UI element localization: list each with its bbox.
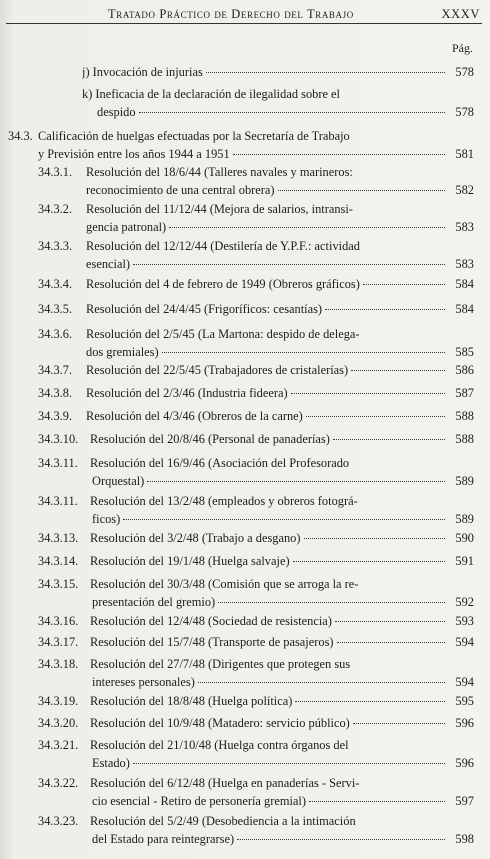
toc-entry-number: 34.3.22.: [38, 776, 79, 790]
toc-entry-number: 34.3.15.: [38, 577, 79, 591]
toc-entry-title: Orquestal): [92, 473, 145, 488]
dot-leader: [291, 392, 445, 394]
toc-entry-page: 593: [455, 614, 474, 628]
dot-leader: [337, 641, 445, 643]
toc-entry-title: Resolución del 19/1/48 (Huelga salvaje): [90, 554, 290, 568]
toc-entry: [38, 385, 474, 403]
toc-entry-page: 588: [455, 432, 474, 446]
toc-entry-page: 583: [455, 219, 474, 234]
dot-leader: [237, 838, 445, 840]
toc-entry: [38, 775, 474, 810]
dot-leader: [218, 601, 445, 603]
toc-entry-page: 584: [455, 302, 474, 316]
dot-leader: [147, 480, 445, 482]
toc-entry-page: 589: [455, 511, 474, 526]
dot-leader: [162, 351, 445, 353]
toc-entry-number: 34.3.11.: [38, 494, 78, 508]
toc-entry-page: 594: [455, 674, 474, 689]
toc-entry-number: 34.3.8.: [38, 386, 73, 400]
toc-entry-title: Resolución del 6/12/48 (Huelga en panaderías - Servi-: [90, 776, 360, 790]
toc-entry-title: Resolución del 10/9/48 (Matadero: servicio público): [90, 716, 350, 730]
toc-entry-number: 34.3.13.: [38, 531, 79, 545]
toc-entry-title: Resolución del 5/2/49 (Desobediencia a la intimación: [90, 814, 356, 828]
toc-entry-title: Resolución del 30/3/48 (Comisión que se arroga la re-: [90, 577, 359, 591]
toc-entry-page: 598: [455, 831, 474, 846]
toc-entry-title: y Previsión entre los años 1944 a 1951: [38, 146, 230, 161]
toc-entry-number: 34.3.: [8, 129, 33, 143]
toc-entry-title: reconocimiento de una central obrera): [86, 182, 275, 197]
dot-leader: [133, 263, 445, 265]
toc-entry-title: esencial): [86, 256, 131, 271]
toc-entry-number: 34.3.21.: [38, 738, 79, 752]
toc-entry-page: 596: [455, 755, 474, 770]
page-column-label: Pág.: [452, 41, 473, 55]
toc-entry-page: 586: [455, 363, 474, 377]
toc-entry-page: 587: [455, 386, 474, 400]
toc-entry-title: Resolución del 18/6/44 (Talleres navales y marineros:: [86, 165, 353, 179]
toc-entry-title: gencia patronal): [86, 219, 167, 234]
dot-leader: [198, 681, 445, 683]
toc-entry-number: 34.3.1.: [38, 165, 73, 179]
toc-entry-number: 34.3.14.: [38, 554, 79, 568]
toc-entry-number: 34.3.5.: [38, 302, 73, 316]
toc-entry-page: 581: [455, 146, 474, 161]
toc-entry: [38, 634, 474, 652]
toc-entry-title: Resolución del 2/3/46 (Industria fideera): [86, 386, 288, 400]
toc-entry-page: 592: [455, 594, 474, 609]
toc-entry: [38, 693, 474, 711]
toc-entry-page: 591: [455, 554, 474, 568]
dot-leader: [169, 226, 445, 228]
toc-entry-number: 34.3.2.: [38, 202, 73, 216]
toc-entry-title: Resolución del 24/4/45 (Frigoríficos: cesantías): [86, 302, 323, 316]
toc-entry-page: 596: [455, 716, 474, 730]
toc-entry-title: ficos): [92, 511, 121, 526]
toc-entry-title: del Estado para reintegrarse): [92, 831, 235, 846]
toc-entry-number: 34.3.6.: [38, 327, 73, 341]
toc-entry: [8, 128, 474, 163]
toc-entry-number: 34.3.19.: [38, 694, 79, 708]
toc-entry-page: 578: [455, 65, 474, 79]
toc-entry: [38, 813, 474, 848]
dot-leader: [351, 369, 445, 371]
dot-leader: [133, 762, 445, 764]
toc-entry: [38, 737, 474, 772]
running-head-page-number: XXXV: [441, 7, 480, 21]
toc-entry-page: 597: [455, 793, 474, 808]
dot-leader: [293, 560, 445, 562]
toc-entry-title: Resolución del 4 de febrero de 1949 (Obreros gráficos): [86, 277, 360, 291]
toc-entry: [38, 362, 474, 380]
toc-entry: [38, 553, 474, 571]
toc-entry-title: k) Ineficacia de la declaración de ilegalidad sobre el: [82, 87, 340, 101]
dot-leader: [295, 700, 445, 702]
dot-leader: [278, 189, 445, 191]
toc-entry-title: dos gremiales): [86, 344, 159, 359]
dot-leader: [139, 111, 445, 113]
toc-entry-title: Resolución del 3/2/48 (Trabajo a desgano): [90, 531, 301, 545]
toc-entry-title: Resolución del 21/10/48 (Huelga contra órganos del: [90, 738, 349, 752]
toc-entry-page: 582: [455, 182, 474, 197]
toc-entry-page: 585: [455, 344, 474, 359]
toc-entry: [38, 493, 474, 528]
running-head-title: Tratado Práctico de Derecho del Trabajo: [108, 7, 354, 21]
toc-entry-page: 583: [455, 256, 474, 271]
toc-entry: [38, 326, 474, 361]
toc-entry-title: Resolución del 12/12/44 (Destilería de Y.P.F.: actividad: [86, 239, 360, 253]
toc-entry: [38, 455, 474, 490]
toc-entry: [38, 408, 474, 426]
toc-entry-title: Resolución del 13/2/48 (empleados y obreros fotográ-: [90, 494, 358, 508]
toc-entry: [82, 64, 474, 82]
toc-entry-title: Resolución del 2/5/45 (La Martona: despido de delega-: [86, 327, 360, 341]
toc-entry-number: 34.3.20.: [38, 716, 79, 730]
toc-entry-number: 34.3.7.: [38, 363, 73, 377]
toc-entry-number: 34.3.18.: [38, 657, 79, 671]
dot-leader: [335, 620, 445, 622]
toc-entry-page: 590: [455, 531, 474, 545]
dot-leader: [353, 722, 445, 724]
toc-entry: [38, 613, 474, 631]
toc-entry-number: 34.3.3.: [38, 239, 73, 253]
toc-entry: [38, 301, 474, 319]
toc-entry: [38, 656, 474, 691]
toc-entry-number: 34.3.23.: [38, 814, 79, 828]
toc-entry: [38, 530, 474, 548]
toc-entry: [82, 86, 474, 121]
dot-leader: [325, 308, 445, 310]
dot-leader: [123, 518, 445, 520]
toc-entry-title: Estado): [92, 755, 130, 770]
toc-entry-page: 595: [455, 694, 474, 708]
toc-entry: [38, 238, 474, 273]
toc-entry-title: presentación del gremio): [92, 594, 216, 609]
toc-entry-title: despido: [97, 104, 136, 119]
toc-entry-title: Calificación de huelgas efectuadas por la Secretaría de Trabajo: [38, 129, 350, 143]
toc-entry-page: 589: [455, 473, 474, 488]
toc-entry-title: Resolución del 4/3/46 (Obreros de la carne): [86, 409, 303, 423]
toc-entry-title: Resolución del 16/9/46 (Asociación del Profesorado: [90, 456, 350, 470]
toc-entry-page: 578: [455, 104, 474, 119]
toc-entry-title: Resolución del 20/8/46 (Personal de panaderías): [90, 432, 330, 446]
toc-entry: [38, 576, 474, 611]
dot-leader: [233, 153, 445, 155]
toc-entry: [38, 201, 474, 236]
toc-entry-title: Resolución del 11/12/44 (Mejora de salarios, intransi-: [86, 202, 353, 216]
toc-entry-number: 34.3.17.: [38, 635, 79, 649]
toc-entry-page: 584: [455, 277, 474, 291]
dot-leader: [309, 800, 445, 802]
toc-entry-title: cio esencial - Retiro de personería gremial): [92, 793, 306, 808]
toc-entry-title: j) Invocación de injurias: [82, 65, 203, 79]
toc-entry-page: 594: [455, 635, 474, 649]
toc-entry-title: Resolución del 27/7/48 (Dirigentes que protegen sus: [90, 657, 351, 671]
toc-entry-number: 34.3.4.: [38, 277, 73, 291]
toc-entry-title: Resolución del 15/7/48 (Transporte de pasajeros): [90, 635, 334, 649]
toc-entry: [38, 276, 474, 294]
toc-entry-title: Resolución del 22/5/45 (Trabajadores de cristalerías): [86, 363, 349, 377]
toc-entry-title: Resolución del 12/4/48 (Sociedad de resistencia): [90, 614, 332, 628]
toc-entry-number: 34.3.9.: [38, 409, 73, 423]
dot-leader: [363, 283, 445, 285]
dot-leader: [304, 537, 446, 539]
dot-leader: [333, 438, 445, 440]
toc-entry-number: 34.3.10.: [38, 432, 79, 446]
toc-entry-number: 34.3.16.: [38, 614, 79, 628]
toc-entry: [38, 715, 474, 733]
dot-leader: [206, 71, 445, 73]
toc-entry: [38, 431, 474, 449]
toc-entry-number: 34.3.11.: [38, 456, 78, 470]
toc-entry-page: 588: [455, 409, 474, 423]
dot-leader: [306, 415, 445, 417]
toc-entry-title: Resolución del 18/8/48 (Huelga política): [90, 694, 293, 708]
toc-entry-title: intereses personales): [92, 674, 195, 689]
toc-entry: [38, 164, 474, 199]
